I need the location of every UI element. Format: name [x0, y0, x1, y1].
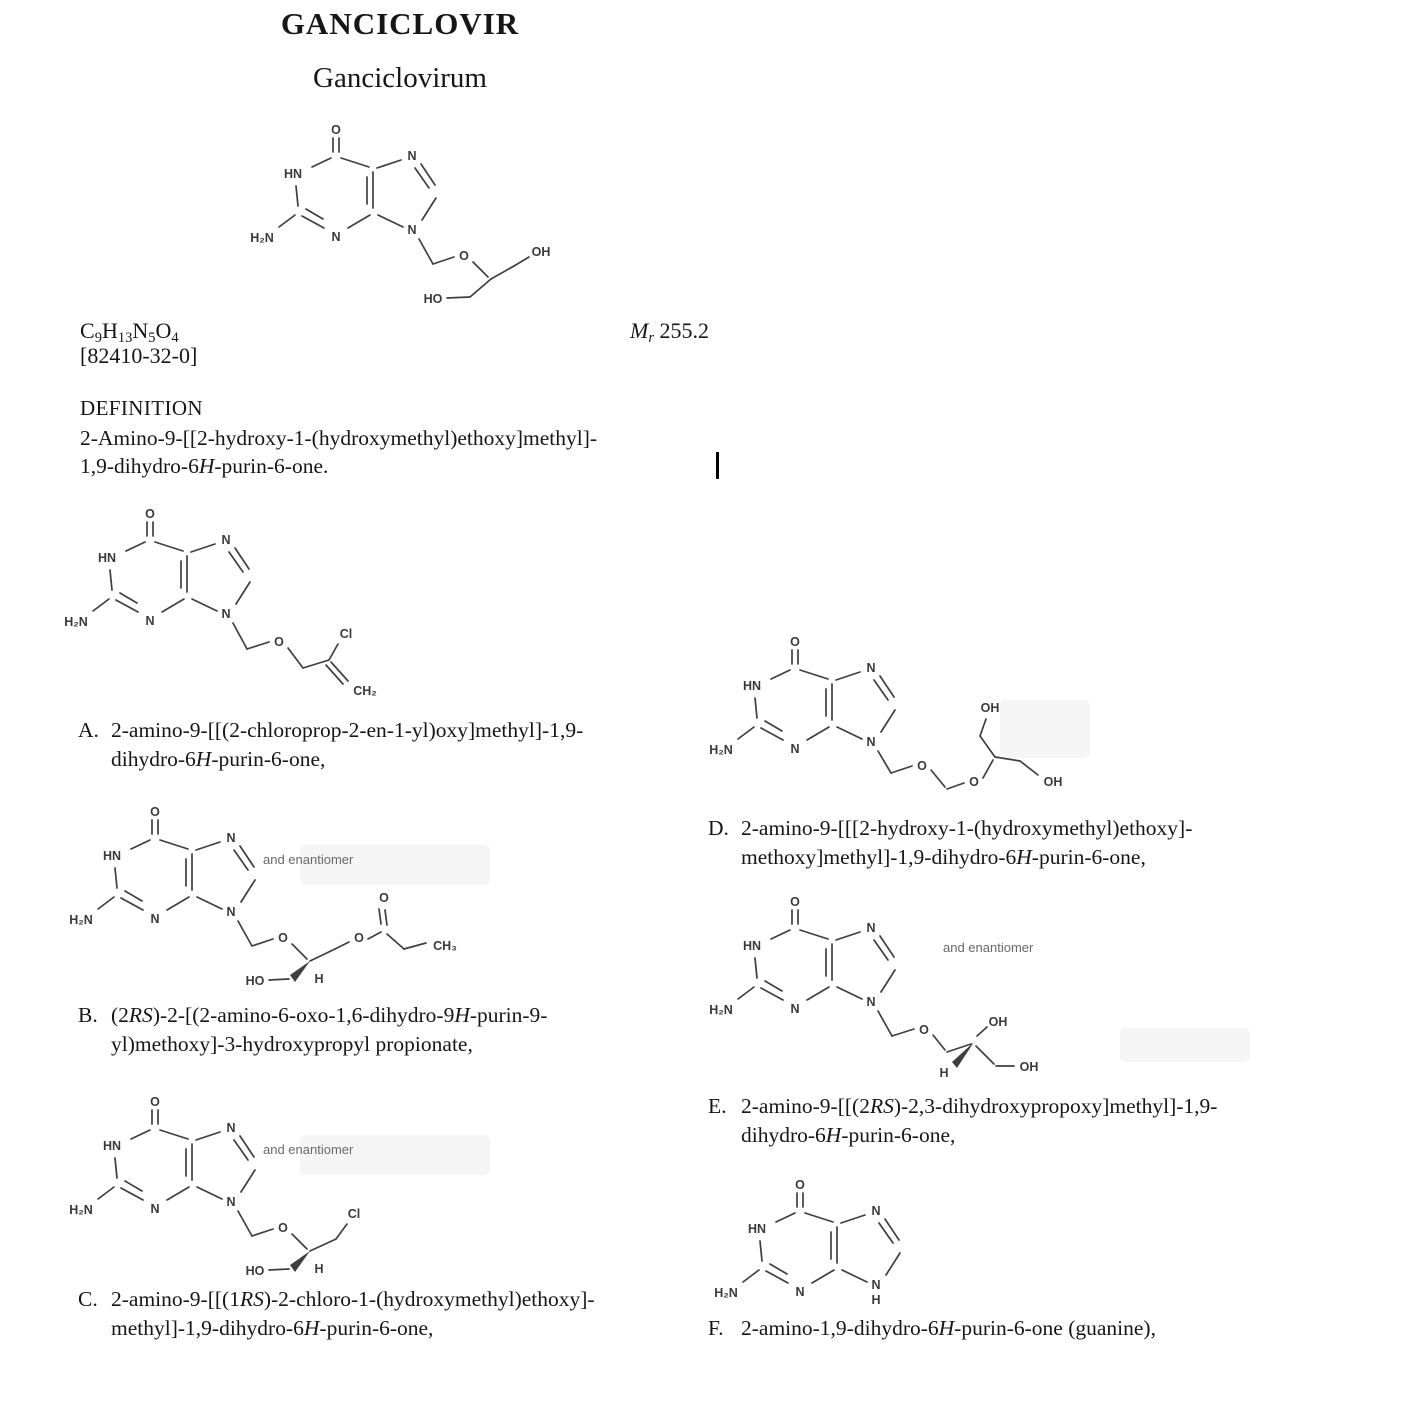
svg-text:and enantiomer: and enantiomer: [263, 852, 354, 867]
svg-text:HN: HN: [102, 1139, 122, 1153]
bond-lines: [878, 719, 1038, 789]
svg-text:O: O: [459, 249, 469, 263]
svg-text:OH: OH: [1019, 1060, 1039, 1074]
scan-artifact: [1120, 1028, 1250, 1062]
svg-text:N: N: [150, 912, 160, 926]
impurity-letter: C.: [78, 1287, 98, 1311]
svg-text:N: N: [226, 1195, 236, 1209]
impurity-letter: A.: [78, 718, 99, 742]
svg-text:O: O: [969, 775, 979, 789]
structure-impurity-a: [50, 492, 400, 722]
structure-ganciclovir: [236, 108, 566, 318]
impurity-item-e: [708, 1092, 1405, 1150]
svg-text:OH: OH: [531, 245, 551, 259]
svg-text:O: O: [150, 805, 160, 819]
svg-text:HO: HO: [423, 292, 443, 306]
svg-text:O: O: [278, 931, 288, 945]
svg-text:CH₃: CH₃: [433, 939, 457, 953]
latin-title: Ganciclovirum: [313, 62, 487, 94]
svg-text:O: O: [919, 1023, 929, 1037]
svg-text:O: O: [795, 1178, 805, 1192]
svg-text:H₂N: H₂N: [709, 1003, 733, 1017]
svg-text:N: N: [221, 533, 231, 547]
page-title: GANCICLOVIR: [280, 6, 520, 41]
svg-text:CH₂: CH₂: [353, 684, 377, 698]
bond-lines: [419, 239, 529, 298]
structure-impurity-d: [695, 620, 1115, 820]
svg-text:N: N: [145, 614, 155, 628]
bond-lines: [233, 623, 348, 684]
svg-text:H₂N: H₂N: [709, 743, 733, 757]
svg-text:HO: HO: [245, 1264, 265, 1278]
svg-text:N: N: [226, 905, 236, 919]
svg-text:N: N: [866, 661, 876, 675]
relative-mass: Mr 255.2: [630, 318, 709, 347]
svg-text:N: N: [331, 230, 341, 244]
svg-text:OH: OH: [1043, 775, 1063, 789]
svg-text:HN: HN: [747, 1222, 767, 1236]
svg-text:H: H: [871, 1293, 881, 1307]
svg-text:N: N: [795, 1285, 805, 1299]
svg-text:N: N: [221, 607, 231, 621]
impurity-item-c: [78, 1285, 718, 1343]
svg-text:H: H: [314, 972, 324, 986]
svg-text:Cl: Cl: [347, 1207, 361, 1221]
svg-text:N: N: [150, 1202, 160, 1216]
svg-text:O: O: [145, 507, 155, 521]
bond-lines: [238, 909, 426, 980]
atom-labels: [69, 805, 457, 988]
svg-text:H₂N: H₂N: [69, 1203, 93, 1217]
impurity-name: 2-amino-9-[[(2-chloroprop-2-en-1-yl)oxy]methyl]-1,9- dihydro-6H-purin-6-one,: [111, 718, 584, 771]
svg-text:O: O: [790, 895, 800, 909]
svg-text:N: N: [866, 735, 876, 749]
svg-text:N: N: [226, 1121, 236, 1135]
svg-text:N: N: [790, 1002, 800, 1016]
svg-text:HN: HN: [283, 167, 303, 181]
svg-text:O: O: [379, 891, 389, 905]
impurity-name: 2-amino-9-[[(2RS)-2,3-dihydroxypropoxy]methyl]-1,9- dihydro-6H-purin-6-one,: [741, 1094, 1218, 1147]
svg-text:HN: HN: [97, 551, 117, 565]
impurity-letter: B.: [78, 1003, 98, 1027]
structure-impurity-b: [55, 790, 475, 1000]
svg-text:H: H: [314, 1262, 324, 1276]
svg-text:N: N: [407, 223, 417, 237]
atom-labels: [709, 895, 1038, 1080]
svg-text:OH: OH: [988, 1015, 1008, 1029]
svg-text:H₂N: H₂N: [250, 231, 274, 245]
bond-lines: [238, 1211, 347, 1270]
wedge-bond: [290, 961, 310, 982]
wedge-bond: [290, 1251, 310, 1272]
svg-text:OH: OH: [980, 701, 1000, 715]
svg-text:HN: HN: [742, 939, 762, 953]
molecular-formula: C9H13N5O4: [80, 318, 179, 347]
svg-text:N: N: [226, 831, 236, 845]
svg-text:HN: HN: [742, 679, 762, 693]
svg-text:O: O: [331, 123, 341, 137]
impurity-item-a: [78, 716, 718, 774]
svg-text:H₂N: H₂N: [64, 615, 88, 629]
definition-text: 2-Amino-9-[[2-hydroxy-1-(hydroxymethyl)ethoxy]methyl]- 1,9-dihydro-6H-purin-6-one.: [80, 426, 598, 478]
impurity-letter: D.: [708, 816, 729, 840]
structure-impurity-f: [700, 1163, 1050, 1313]
svg-text:N: N: [790, 742, 800, 756]
atom-labels: [709, 635, 1062, 789]
svg-text:HN: HN: [102, 849, 122, 863]
svg-text:O: O: [917, 759, 927, 773]
text-cursor: [716, 452, 719, 479]
atom-labels: [69, 1095, 360, 1278]
impurity-letter: F.: [708, 1316, 724, 1340]
svg-text:O: O: [150, 1095, 160, 1109]
svg-text:H: H: [939, 1066, 949, 1080]
svg-text:N: N: [871, 1204, 881, 1218]
impurity-item-d: [708, 814, 1368, 872]
svg-text:N: N: [407, 149, 417, 163]
svg-text:O: O: [274, 635, 284, 649]
impurity-name: 2-amino-9-[[(1RS)-2-chloro-1-(hydroxymethyl)ethoxy]- methyl]-1,9-dihydro-6H-purin-6-one,: [111, 1287, 595, 1340]
impurity-name: 2-amino-9-[[[2-hydroxy-1-(hydroxymethyl)ethoxy]- methoxy]methyl]-1,9-dihydro-6H-purin-6-one,: [741, 816, 1193, 869]
svg-text:O: O: [354, 931, 364, 945]
definition-heading: DEFINITION: [80, 396, 203, 420]
svg-text:H₂N: H₂N: [714, 1286, 738, 1300]
impurity-item-b: [78, 1001, 718, 1059]
impurity-name: 2-amino-1,9-dihydro-6H-purin-6-one (guanine),: [741, 1316, 1156, 1340]
svg-text:O: O: [790, 635, 800, 649]
cas-number: [82410-32-0]: [80, 343, 198, 368]
svg-text:H₂N: H₂N: [69, 913, 93, 927]
svg-text:and enantiomer: and enantiomer: [943, 940, 1034, 955]
svg-text:N: N: [866, 995, 876, 1009]
svg-text:O: O: [278, 1221, 288, 1235]
structure-impurity-c: [55, 1080, 475, 1290]
impurity-name: (2RS)-2-[(2-amino-6-oxo-1,6-dihydro-9H-purin-9- yl)methoxy]-3-hydroxypropyl propionate,: [111, 1003, 548, 1056]
impurity-letter: E.: [708, 1094, 727, 1118]
impurity-item-f: [708, 1314, 1368, 1343]
structure-impurity-e: [695, 880, 1115, 1100]
svg-text:HO: HO: [245, 974, 265, 988]
svg-text:Cl: Cl: [339, 627, 353, 641]
svg-text:N: N: [866, 921, 876, 935]
svg-text:and enantiomer: and enantiomer: [263, 1142, 354, 1157]
svg-text:N: N: [871, 1278, 881, 1292]
